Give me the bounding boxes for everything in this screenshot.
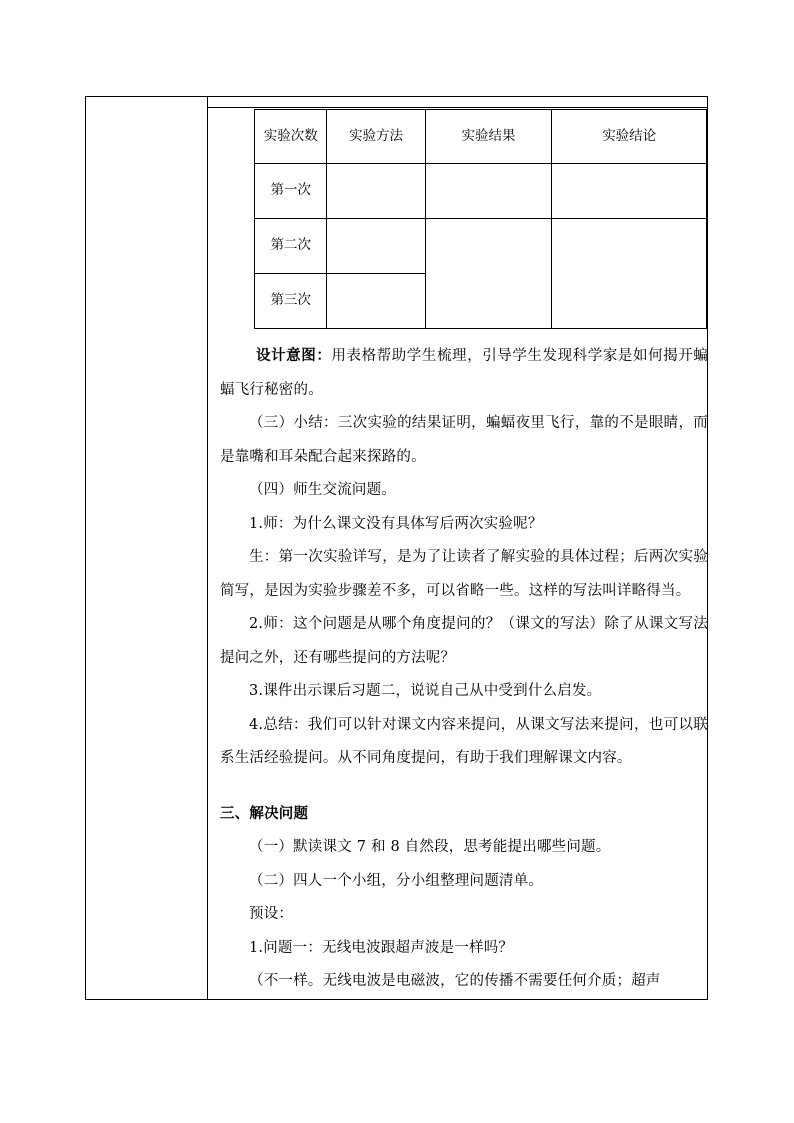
table-cell	[425, 164, 552, 219]
summary-paragraph: （三）小结：三次实验的结果证明，蝙蝠夜里飞行，靠的不是眼睛，而是靠嘴和耳朵配合起来探路的。	[220, 415, 708, 465]
question-2: 2.师：这个问题是从哪个角度提问的？（课文的写法）除了从课文写法提问之外，还有哪些提问的方法呢？	[220, 616, 708, 666]
table-cell-merged	[552, 219, 707, 329]
section-title: 三、解决问题	[220, 804, 309, 822]
left-column	[86, 97, 208, 999]
table-cell	[552, 164, 707, 219]
lesson-plan-table	[85, 96, 708, 1000]
section3-p1: （一）默读课文 7 和 8 自然段，思考能提出哪些问题。	[249, 839, 611, 855]
table-cell	[327, 219, 425, 274]
lesson-content	[220, 339, 708, 999]
header-cell-method: 实验方法	[327, 110, 425, 164]
design-intent-label: 设计意图：	[256, 347, 332, 364]
section3-p2: （二）四人一个小组，分小组整理问题清单。	[249, 872, 543, 889]
question-1: 1.师：为什么课文没有具体写后两次实验呢？	[249, 515, 543, 532]
design-intent	[220, 339, 708, 407]
experiment-table	[254, 109, 707, 329]
right-column	[208, 97, 707, 999]
row-label-third: 第三次	[255, 274, 327, 329]
header-cell-conclusion: 实验结论	[552, 110, 707, 164]
table-cell	[327, 164, 425, 219]
answer-1: 生：第一次实验详写，是为了让读者了解实验的具体过程；后两次实验简写，是因为实验步骤差不多，可以省略一些。这样的写法叫详略得当。	[220, 549, 708, 599]
row-label-second: 第二次	[255, 219, 327, 274]
exchange-paragraph: （四）师生交流问题。	[249, 482, 396, 498]
design-intent-text: 用表格帮助学生梳理，引导学生发现科学家是如何揭开蝙蝠飞行秘密的。	[220, 348, 709, 398]
top-rule	[208, 107, 707, 108]
header-cell-result: 实验结果	[425, 110, 552, 164]
section3-p5: （不一样。无线电波是电磁波，它的传播不需要任何介质；超声	[249, 973, 661, 989]
summary-4: 4.总结：我们可以针对课文内容来提问，从课文写法来提问，也可以联系生活经验提问。从不同角度提问，有助于我们理解课文内容。	[220, 716, 708, 766]
table-cell	[327, 274, 425, 329]
question-3: 3.课件出示课后习题二，说说自己从中受到什么启发。	[249, 683, 602, 699]
section3-p3: 预设：	[249, 906, 294, 922]
table-cell-merged	[425, 219, 552, 329]
section3-p4: 1.问题一：无线电波跟超声波是一样吗？	[249, 939, 514, 956]
header-cell-count: 实验次数	[255, 110, 327, 164]
row-label-first: 第一次	[255, 164, 327, 219]
